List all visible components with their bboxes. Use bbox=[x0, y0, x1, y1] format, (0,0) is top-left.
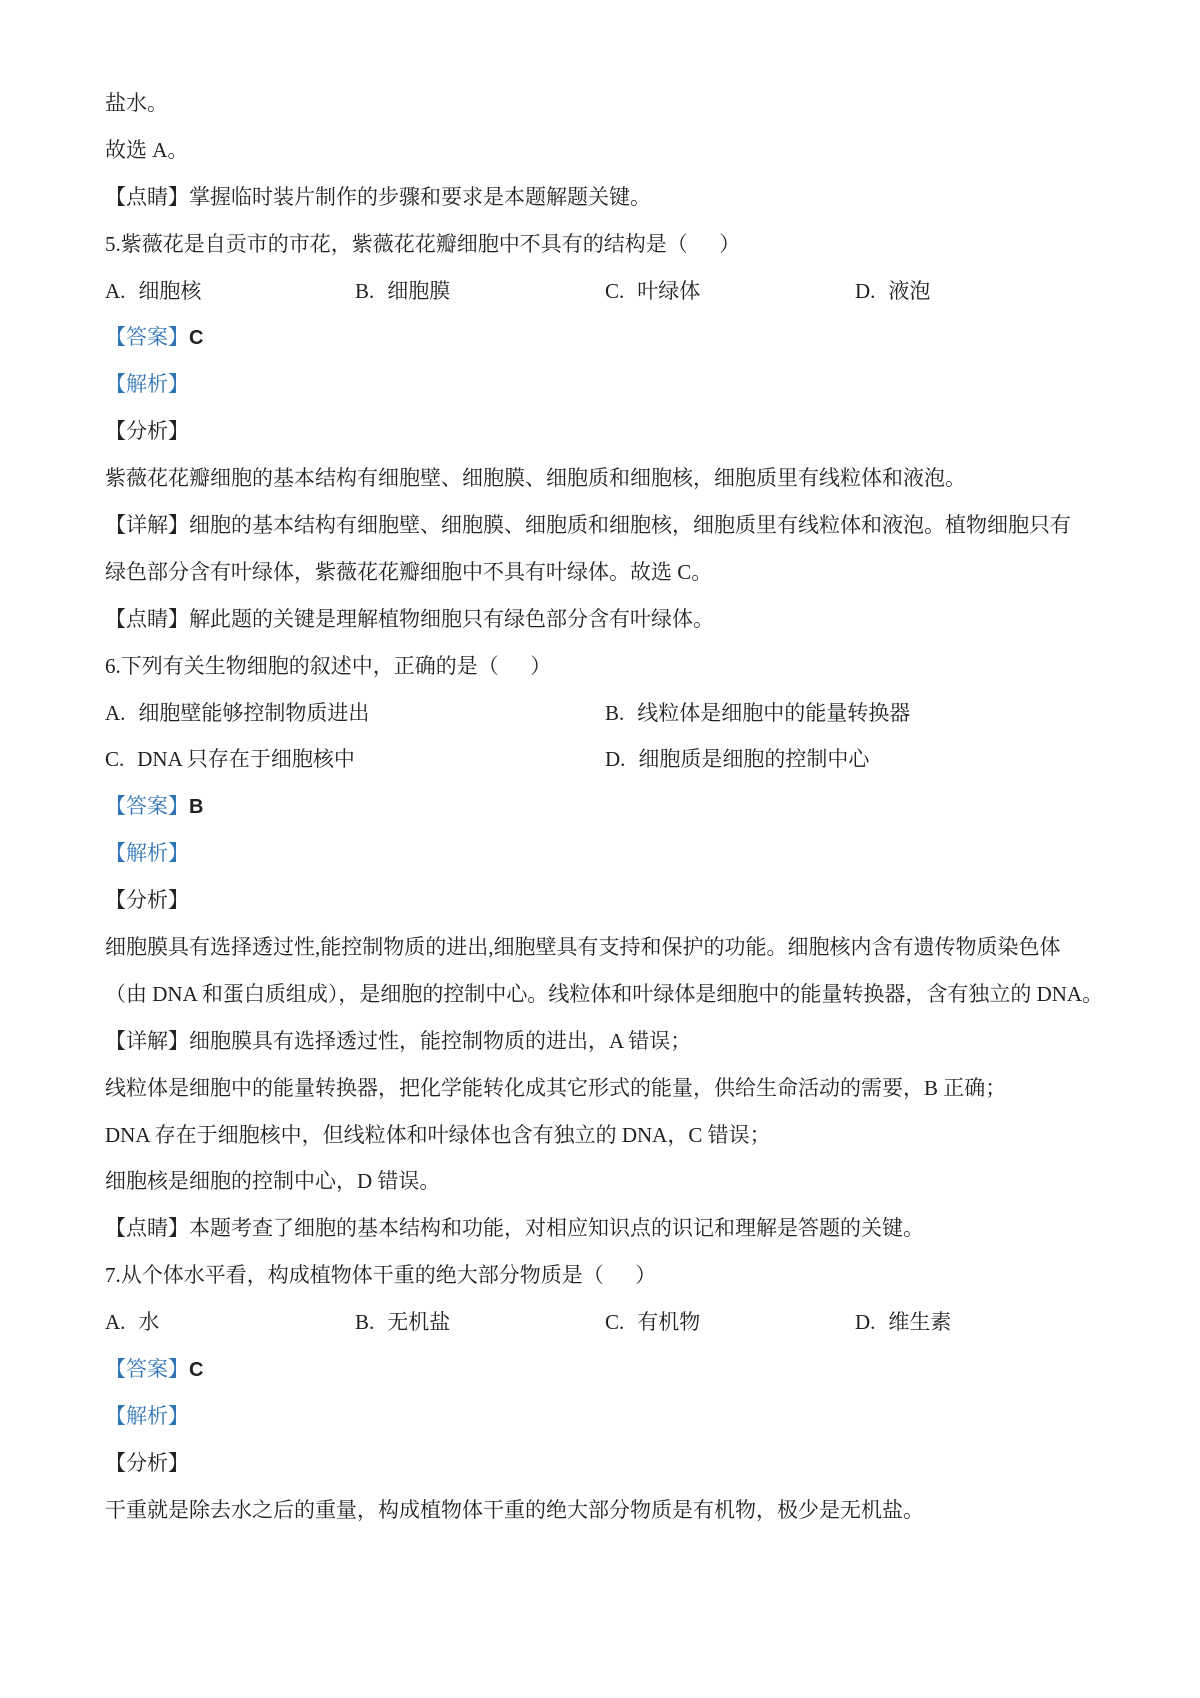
tip-label: 【点睛】 bbox=[105, 1216, 189, 1241]
question-5-stem bbox=[105, 221, 1105, 268]
question-6-jiexi-line bbox=[105, 830, 1105, 877]
q4-tip-line bbox=[105, 174, 1105, 221]
paragraph-text: 盐水。 bbox=[105, 91, 168, 115]
question-5-answer-line bbox=[105, 314, 1105, 361]
question-6-options-row1 bbox=[105, 690, 1105, 737]
question-6-options-row2 bbox=[105, 736, 1105, 783]
option-text: 细胞壁能够控制物质进出 bbox=[138, 700, 370, 725]
tip-text: 掌握临时装片制作的步骤和要求是本题解题关键。 bbox=[189, 184, 651, 209]
question-5-options bbox=[105, 268, 1105, 315]
answer-value: C bbox=[189, 1359, 204, 1382]
question-7-option-d bbox=[855, 1299, 1105, 1346]
option-letter: B. bbox=[355, 1310, 375, 1335]
paragraph-text: 细胞的基本结构有细胞壁、细胞膜、细胞质和细胞核，细胞质里有线粒体和液泡。植物细胞只有 bbox=[189, 513, 1071, 538]
question-5-option-c bbox=[605, 268, 855, 315]
option-letter: A. bbox=[105, 278, 126, 303]
paragraph-text: （由 DNA 和蛋白质组成），是细胞的控制中心。线粒体和叶绿体是细胞中的能量转换器，含有独立的 DNA。 bbox=[105, 981, 1104, 1006]
question-7-jiexi-line bbox=[105, 1393, 1105, 1440]
jiexi-label: 【解析】 bbox=[105, 372, 189, 397]
question-7-answer-line bbox=[105, 1346, 1105, 1393]
question-7-analysis bbox=[105, 1487, 1105, 1534]
q4-answer-tail-line bbox=[105, 80, 1105, 127]
option-letter: B. bbox=[355, 278, 375, 303]
paragraph-text: 细胞膜具有选择透过性,能控制物质的进出,细胞壁具有支持和保护的功能。细胞核内含有遗传物质染色体 bbox=[105, 935, 1061, 960]
option-letter: D. bbox=[605, 747, 626, 772]
option-text: 无机盐 bbox=[387, 1310, 451, 1335]
question-7-fenxi-line bbox=[105, 1440, 1105, 1487]
question-7-option-c bbox=[605, 1299, 855, 1346]
answer-label: 【答案】 bbox=[105, 325, 189, 350]
question-7-option-b bbox=[355, 1299, 605, 1346]
option-text: 线粒体是细胞中的能量转换器 bbox=[637, 700, 911, 725]
option-letter: C. bbox=[605, 278, 625, 303]
question-6-stem bbox=[105, 643, 1105, 690]
paragraph-text: 线粒体是细胞中的能量转换器，把化学能转化成其它形式的能量，供给生命活动的需要，B 正确； bbox=[105, 1075, 1007, 1100]
tip-text: 解此题的关键是理解植物细胞只有绿色部分含有叶绿体。 bbox=[189, 606, 714, 631]
detail-label: 【详解】 bbox=[105, 513, 189, 538]
fenxi-label: 【分析】 bbox=[105, 419, 189, 444]
stem-text: 7.从个体水平看，构成植物体干重的绝大部分物质是（ ） bbox=[105, 1263, 657, 1288]
question-6-option-c bbox=[105, 736, 605, 783]
option-text: DNA 只存在于细胞核中 bbox=[137, 747, 355, 772]
tip-label: 【点睛】 bbox=[105, 184, 189, 209]
question-5-option-d bbox=[855, 268, 1105, 315]
fenxi-label: 【分析】 bbox=[105, 888, 189, 913]
option-text: 细胞膜 bbox=[387, 278, 451, 303]
question-6-fenxi-line bbox=[105, 877, 1105, 924]
question-6-analysis-line1 bbox=[105, 924, 1105, 971]
fenxi-label: 【分析】 bbox=[105, 1450, 189, 1475]
question-6-detail-line2 bbox=[105, 1065, 1105, 1112]
answer-label: 【答案】 bbox=[105, 794, 189, 819]
question-5-tip-line bbox=[105, 596, 1105, 643]
question-6-answer-line bbox=[105, 783, 1105, 830]
question-6-detail-line4 bbox=[105, 1158, 1105, 1205]
answer-value: C bbox=[189, 327, 204, 350]
paragraph-text: DNA 存在于细胞核中，但线粒体和叶绿体也含有独立的 DNA，C 错误； bbox=[105, 1122, 771, 1147]
question-5-analysis bbox=[105, 455, 1105, 502]
question-7-stem bbox=[105, 1252, 1105, 1299]
jiexi-label: 【解析】 bbox=[105, 1403, 189, 1428]
question-7-option-a bbox=[105, 1299, 355, 1346]
option-letter: A. bbox=[105, 700, 126, 725]
question-5-detail-line1 bbox=[105, 502, 1105, 549]
option-text: 有机物 bbox=[637, 1310, 701, 1335]
option-letter: C. bbox=[605, 1310, 625, 1335]
option-letter: C. bbox=[105, 747, 125, 772]
paragraph-text: 干重就是除去水之后的重量，构成植物体干重的绝大部分物质是有机物，极少是无机盐。 bbox=[105, 1497, 924, 1522]
option-text: 细胞核 bbox=[138, 278, 202, 303]
answer-label: 【答案】 bbox=[105, 1357, 189, 1382]
tip-label: 【点睛】 bbox=[105, 606, 189, 631]
question-5-jiexi-line bbox=[105, 361, 1105, 408]
stem-text: 6.下列有关生物细胞的叙述中，正确的是（ ） bbox=[105, 653, 552, 678]
option-text: 叶绿体 bbox=[637, 278, 701, 303]
jiexi-label: 【解析】 bbox=[105, 841, 189, 866]
question-7-options bbox=[105, 1299, 1105, 1346]
detail-label: 【详解】 bbox=[105, 1028, 189, 1053]
question-6-tip-line bbox=[105, 1205, 1105, 1252]
question-6-option-b bbox=[605, 690, 1105, 737]
option-text: 水 bbox=[138, 1310, 160, 1335]
question-5-detail-line2 bbox=[105, 549, 1105, 596]
question-6-option-d bbox=[605, 736, 1105, 783]
option-text: 细胞质是细胞的控制中心 bbox=[638, 747, 870, 772]
paragraph-text: 细胞核是细胞的控制中心，D 错误。 bbox=[105, 1169, 441, 1194]
question-5-option-b bbox=[355, 268, 605, 315]
option-letter: D. bbox=[855, 1310, 876, 1335]
option-text: 液泡 bbox=[888, 278, 931, 303]
paragraph-text: 细胞膜具有选择透过性，能控制物质的进出，A 错误； bbox=[189, 1028, 692, 1053]
question-6-analysis-line2 bbox=[105, 971, 1105, 1018]
q4-choose-line bbox=[105, 127, 1105, 174]
question-6-option-a bbox=[105, 690, 605, 737]
option-letter: B. bbox=[605, 700, 625, 725]
tip-text: 本题考查了细胞的基本结构和功能，对相应知识点的识记和理解是答题的关键。 bbox=[189, 1216, 924, 1241]
question-6-detail-line3 bbox=[105, 1112, 1105, 1159]
stem-text: 5.紫薇花是自贡市的市花，紫薇花花瓣细胞中不具有的结构是（ ） bbox=[105, 231, 741, 256]
option-letter: A. bbox=[105, 1310, 126, 1335]
option-text: 维生素 bbox=[888, 1310, 952, 1335]
option-letter: D. bbox=[855, 278, 876, 303]
paragraph-text: 紫薇花花瓣细胞的基本结构有细胞壁、细胞膜、细胞质和细胞核，细胞质里有线粒体和液泡。 bbox=[105, 466, 966, 491]
paragraph-text: 绿色部分含有叶绿体，紫薇花花瓣细胞中不具有叶绿体。故选 C。 bbox=[105, 559, 713, 584]
question-6-detail-line1 bbox=[105, 1018, 1105, 1065]
question-5-option-a bbox=[105, 268, 355, 315]
question-5-fenxi-line bbox=[105, 408, 1105, 455]
document-page bbox=[105, 80, 1105, 1534]
answer-value: B bbox=[189, 796, 204, 819]
paragraph-text: 故选 A。 bbox=[105, 137, 189, 162]
